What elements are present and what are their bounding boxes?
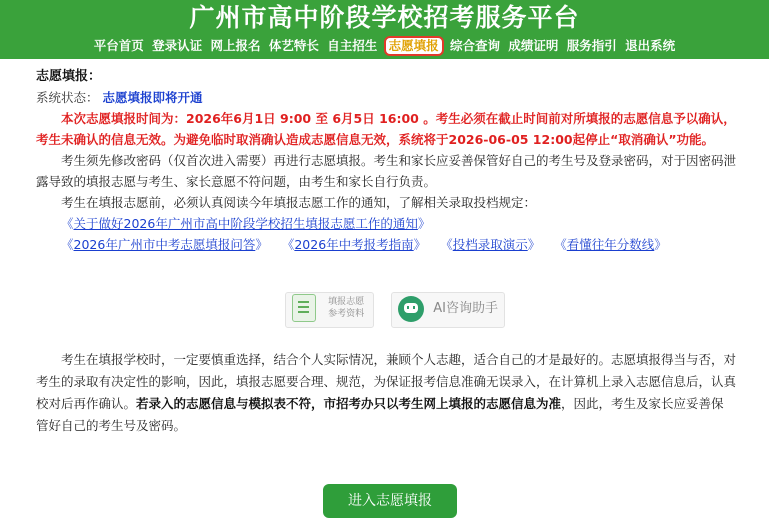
- tool-buttons: [285, 292, 517, 328]
- deadline-notice: 本次志愿填报时间为：2026年6月1日 9:00 至 6月5日 16:00 。考生必须在截止时间前对所填报的志愿信息予以确认，考生未确认的信息无效。为避免临时取消确认造成志愿信息无效，系统将于2026-06-05 12:00起停止“取消确认”功能。: [36, 111, 736, 147]
- nav-item-query[interactable]: 综合查询: [450, 38, 501, 53]
- section-title: 志愿填报：: [36, 69, 102, 84]
- link-faq[interactable]: 2026年广州市中考志愿填报问答: [73, 237, 256, 252]
- links-row-1: 《关于做好2026年广州市高中阶段学校招生填报志愿工作的通知》: [61, 216, 431, 231]
- nav-item-login[interactable]: 登录认证: [152, 38, 203, 53]
- nav-item-online-registration[interactable]: 网上报名: [210, 38, 261, 53]
- robot-icon: [398, 296, 424, 322]
- status-value: 志愿填报即将开通: [102, 90, 203, 105]
- site-header: [0, 0, 769, 59]
- reference-label-line1: 填报志愿: [328, 297, 365, 307]
- site-title: 广州市高中阶段学校招考服务平台: [189, 3, 580, 32]
- links-row-2: 《2026年广州市中考志愿填报问答》 《2026年中考报考指南》 《投档录取演示》 《看懂往年分数线》: [61, 237, 667, 252]
- ai-assistant-button[interactable]: [391, 292, 505, 328]
- system-status: [36, 87, 736, 108]
- nav-item-arts-sports[interactable]: 体艺特长: [268, 38, 319, 53]
- ai-assistant-label: AI咨询助手: [433, 301, 499, 316]
- guidance-text: [36, 349, 736, 437]
- nav-item-score-certificate[interactable]: 成绩证明: [508, 38, 559, 53]
- reference-label-line2: 参考资料: [328, 309, 365, 319]
- link-admission-demo[interactable]: 投档录取演示: [452, 237, 528, 252]
- main-content: [36, 66, 736, 255]
- nav-item-service-guide[interactable]: 服务指引: [566, 38, 617, 53]
- nav-item-independent-enrollment[interactable]: 自主招生: [327, 38, 378, 53]
- document-icon: [292, 294, 316, 322]
- guidance-paragraph: 考生在填报学校时，一定要慎重选择，结合个人实际情况，兼顾个人志趣，适合自己的才是最好的。志愿填报得当与否，对考生的录取有决定性的影响，因此，填报志愿要合理、规范，为保证报考信息准确无误录入，在计算机上录入志愿信息后，认真校对后再作确认。若录入的志愿信息与模拟表不符，市招考办只以考生网上填报的志愿信息为准，因此，考生及家长应妥善保管好自己的考生号及密码。: [36, 352, 737, 433]
- link-guide[interactable]: 2026年中考报考指南: [294, 237, 414, 252]
- enter-application-button[interactable]: 进入志愿填报: [323, 484, 457, 518]
- nav-item-logout[interactable]: 退出系统: [625, 38, 676, 53]
- nav-item-home[interactable]: 平台首页: [93, 38, 144, 53]
- nav-item-application[interactable]: 志愿填报: [384, 36, 444, 56]
- reference-materials-button[interactable]: [285, 292, 374, 328]
- main-nav: [0, 36, 769, 56]
- link-notice[interactable]: 关于做好2026年广州市高中阶段学校招生填报志愿工作的通知: [73, 216, 418, 231]
- guidance-emphasis: 若录入的志愿信息与模拟表不符，市招考办只以考生网上填报的志愿信息为准: [136, 396, 562, 411]
- status-label: 系统状态：: [36, 90, 99, 105]
- password-instruction: 考生须先修改密码（仅首次进入需要）再进行志愿填报。考生和家长应妥善保管好自己的考生号及登录密码，对于因密码泄露导致的填报志愿与考生、家长意愿不符问题，由考生和家长自行负责。: [36, 153, 737, 189]
- reading-instruction: 考生在填报志愿前，必须认真阅读今年填报志愿工作的通知，了解相关录取投档规定：: [61, 195, 537, 210]
- link-past-scores[interactable]: 看懂往年分数线: [566, 237, 655, 252]
